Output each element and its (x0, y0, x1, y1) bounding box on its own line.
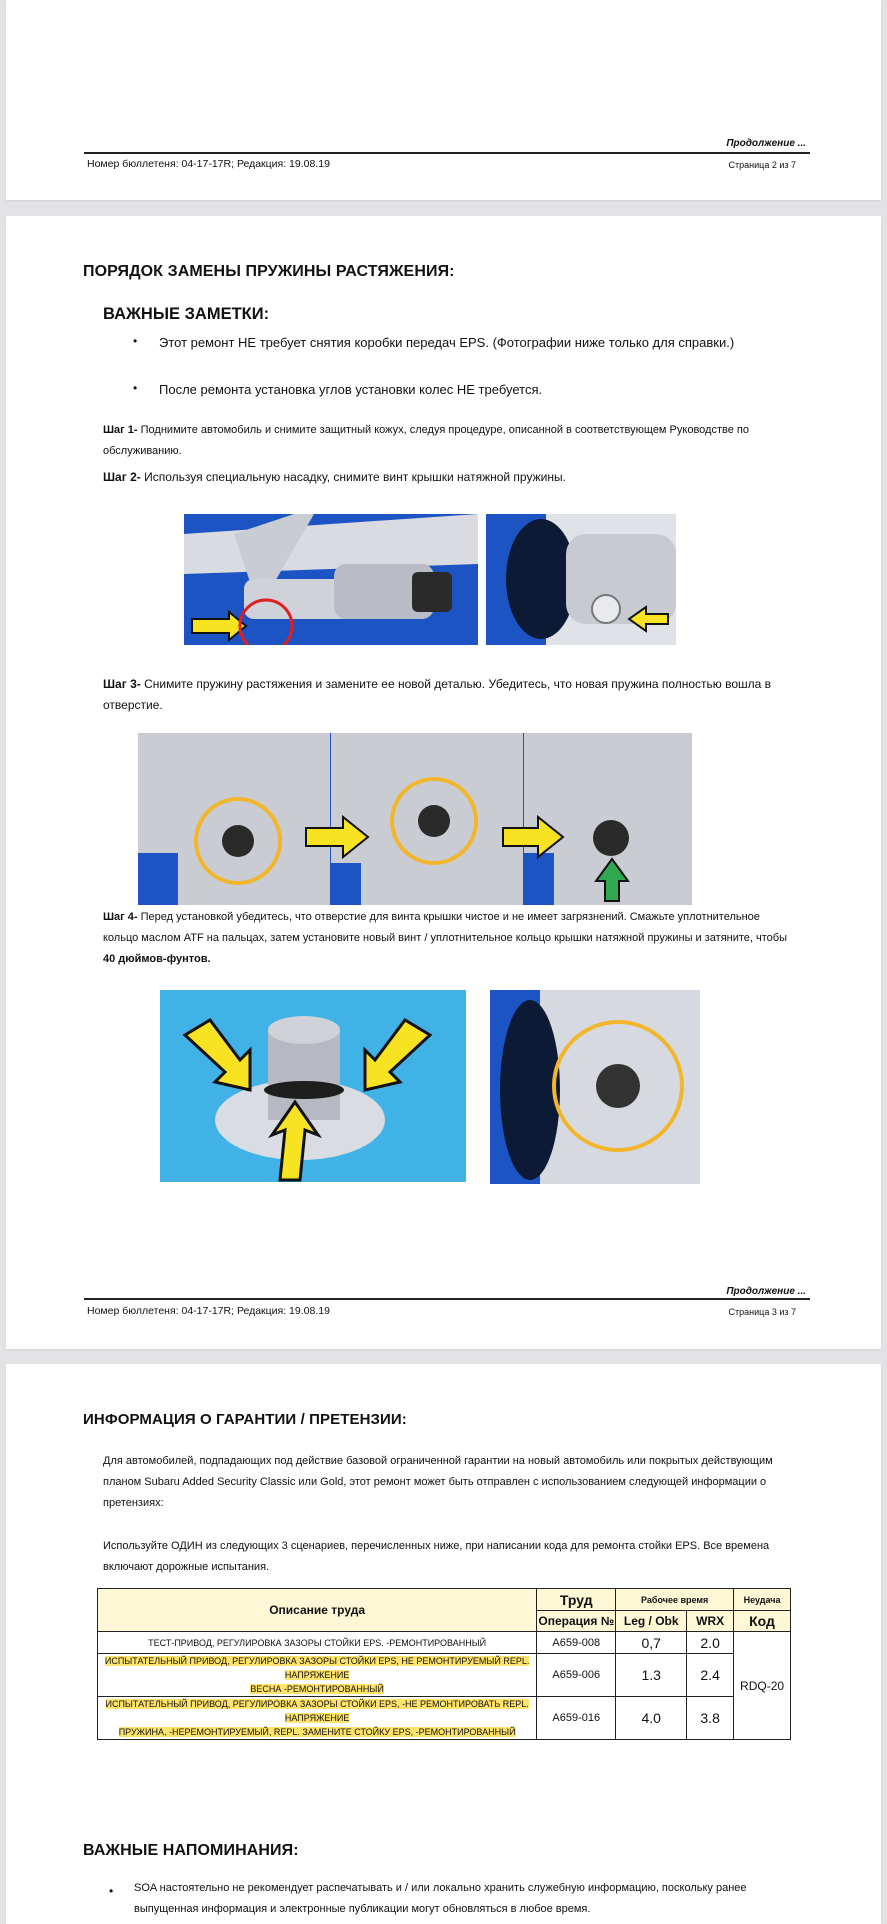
row-wrx: 2.0 (687, 1632, 734, 1654)
col-header-code: Код (734, 1611, 791, 1632)
page-4 (6, 1364, 881, 1924)
section-title: ПОРЯДОК ЗАМЕНЫ ПРУЖИНЫ РАСТЯЖЕНИЯ: (83, 263, 455, 280)
col-header-time-top: Рабочее время (616, 1589, 734, 1611)
step4-photo-screw-oring (160, 990, 466, 1182)
col-header-description: Описание труда (98, 1589, 537, 1632)
step-1: Шаг 1- Поднимите автомобиль и снимите защитный кожух, следуя процедуре, описанной в соответствующем Руководстве по обслуживанию. (103, 424, 749, 457)
row-wrx: 3.8 (687, 1697, 734, 1740)
warranty-title: ИНФОРМАЦИЯ О ГАРАНТИИ / ПРЕТЕНЗИИ: (83, 1411, 407, 1428)
footer-page-number: Страница 3 из 7 (728, 1307, 796, 1317)
footer-rule (84, 1298, 810, 1300)
table-row (98, 1697, 791, 1740)
col-header-leg: Leg / Obk (616, 1611, 687, 1632)
row-wrx: 2.4 (687, 1654, 734, 1697)
scenarios-paragraph: Используйте ОДИН из следующих 3 сценариев, перечисленных ниже, при написании кода для ремонта стойки EPS. Все времена включают дорожные испытания. (103, 1540, 770, 1573)
step2-photo-rack (184, 514, 478, 645)
table-row (98, 1654, 791, 1697)
note-bullet-2: После ремонта установка углов установки колес НЕ требуется. (159, 382, 543, 397)
row-leg: 1.3 (616, 1654, 687, 1697)
fail-code: RDQ-20 (734, 1632, 791, 1740)
table-row (98, 1632, 791, 1654)
step4-photo-hole (490, 990, 700, 1184)
page-3 (6, 216, 881, 1349)
row-operation: A659-006 (537, 1654, 616, 1697)
row-description: ИСПЫТАТЕЛЬНЫЙ ПРИВОД, РЕГУЛИРОВКА ЗАЗОРЫ СТОЙКИ EPS, НЕ РЕМОНТИРУЕМЫЙ REPL. НАПРЯЖЕНИЕ ВЕСНА -РЕМОНТИРОВАННЫЙ (98, 1654, 537, 1697)
notes-title: ВАЖНЫЕ ЗАМЕТКИ: (103, 305, 270, 323)
row-description: ИСПЫТАТЕЛЬНЫЙ ПРИВОД, РЕГУЛИРОВКА ЗАЗОРЫ СТОЙКИ EPS, -НЕ РЕМОНТИРОВАТЬ REPL. НАПРЯЖЕНИЕ ПРУЖИНА, -НЕРЕМОНТИРУЕМЫЙ, REPL. ЗАМЕНИТЕ СТОЙКУ EPS, -РЕМОНТИРОВАННЫЙ (98, 1697, 537, 1740)
col-header-labor: Операция № (537, 1611, 616, 1632)
page-2-bottom (6, 0, 881, 200)
reminders-title: ВАЖНЫЕ НАПОМИНАНИЯ: (83, 1842, 299, 1859)
step3-photo-sequence (138, 733, 692, 905)
step-4: Шаг 4- Перед установкой убедитесь, что отверстие для винта крышки чистое и не имеет загрязнений. Смажьте уплотнительное кольцо маслом ATF на пальцах, затем установите новый винт / уплотнительное кольцо крышки натяжной пружины и затяните, чтобы 40 дюймов-фунтов. (103, 911, 788, 965)
bullet-dot: • (109, 1884, 114, 1898)
step-3: Шаг 3- Снимите пружину растяжения и замените ее новой деталью. Убедитесь, что новая пружина полностью вошла в отверстие. (103, 677, 772, 712)
row-operation: A659-016 (537, 1697, 616, 1740)
col-header-wrx: WRX (687, 1611, 734, 1632)
row-leg: 4.0 (616, 1697, 687, 1740)
footer-bulletin: Номер бюллетеня: 04-17-17R; Редакция: 19.08.19 (87, 158, 330, 170)
col-header-labor-top: Труд (537, 1589, 616, 1611)
footer-rule (84, 152, 810, 154)
bullet-dot: • (133, 334, 138, 348)
warranty-paragraph: Для автомобилей, подпадающих под действие базовой ограниченной гарантии на новый автомобиль или покрытых действующим планом Subaru Added Security Classic или Gold, этот ремонт может быть отправлен с использованием следующей информации о претензиях: (103, 1455, 773, 1509)
continued-note: Продолжение ... (726, 1286, 806, 1297)
reminder-bullet-1: SOA настоятельно не рекомендует распечатывать и / или локально хранить служебную информацию, поскольку ранее выпущенная информация и электронные публикации могут обновляться в любое время. (134, 1882, 747, 1915)
row-description: ТЕСТ-ПРИВОД, РЕГУЛИРОВКА ЗАЗОРЫ СТОЙКИ EPS. -РЕМОНТИРОВАННЫЙ (98, 1632, 537, 1654)
row-operation: A659-008 (537, 1632, 616, 1654)
labor-table (97, 1588, 791, 1740)
col-header-fail-top: Неудача (734, 1589, 791, 1611)
step-2: Шаг 2- Используя специальную насадку, снимите винт крышки натяжной пружины. (103, 470, 566, 484)
continued-note: Продолжение ... (726, 138, 806, 149)
bullet-dot: • (133, 381, 138, 395)
note-bullet-1: Этот ремонт НЕ требует снятия коробки передач EPS. (Фотографии ниже только для справки.) (159, 335, 735, 350)
step2-photo-screw (486, 514, 676, 645)
footer-page-number: Страница 2 из 7 (728, 160, 796, 170)
footer-bulletin: Номер бюллетеня: 04-17-17R; Редакция: 19.08.19 (87, 1305, 330, 1317)
row-leg: 0,7 (616, 1632, 687, 1654)
